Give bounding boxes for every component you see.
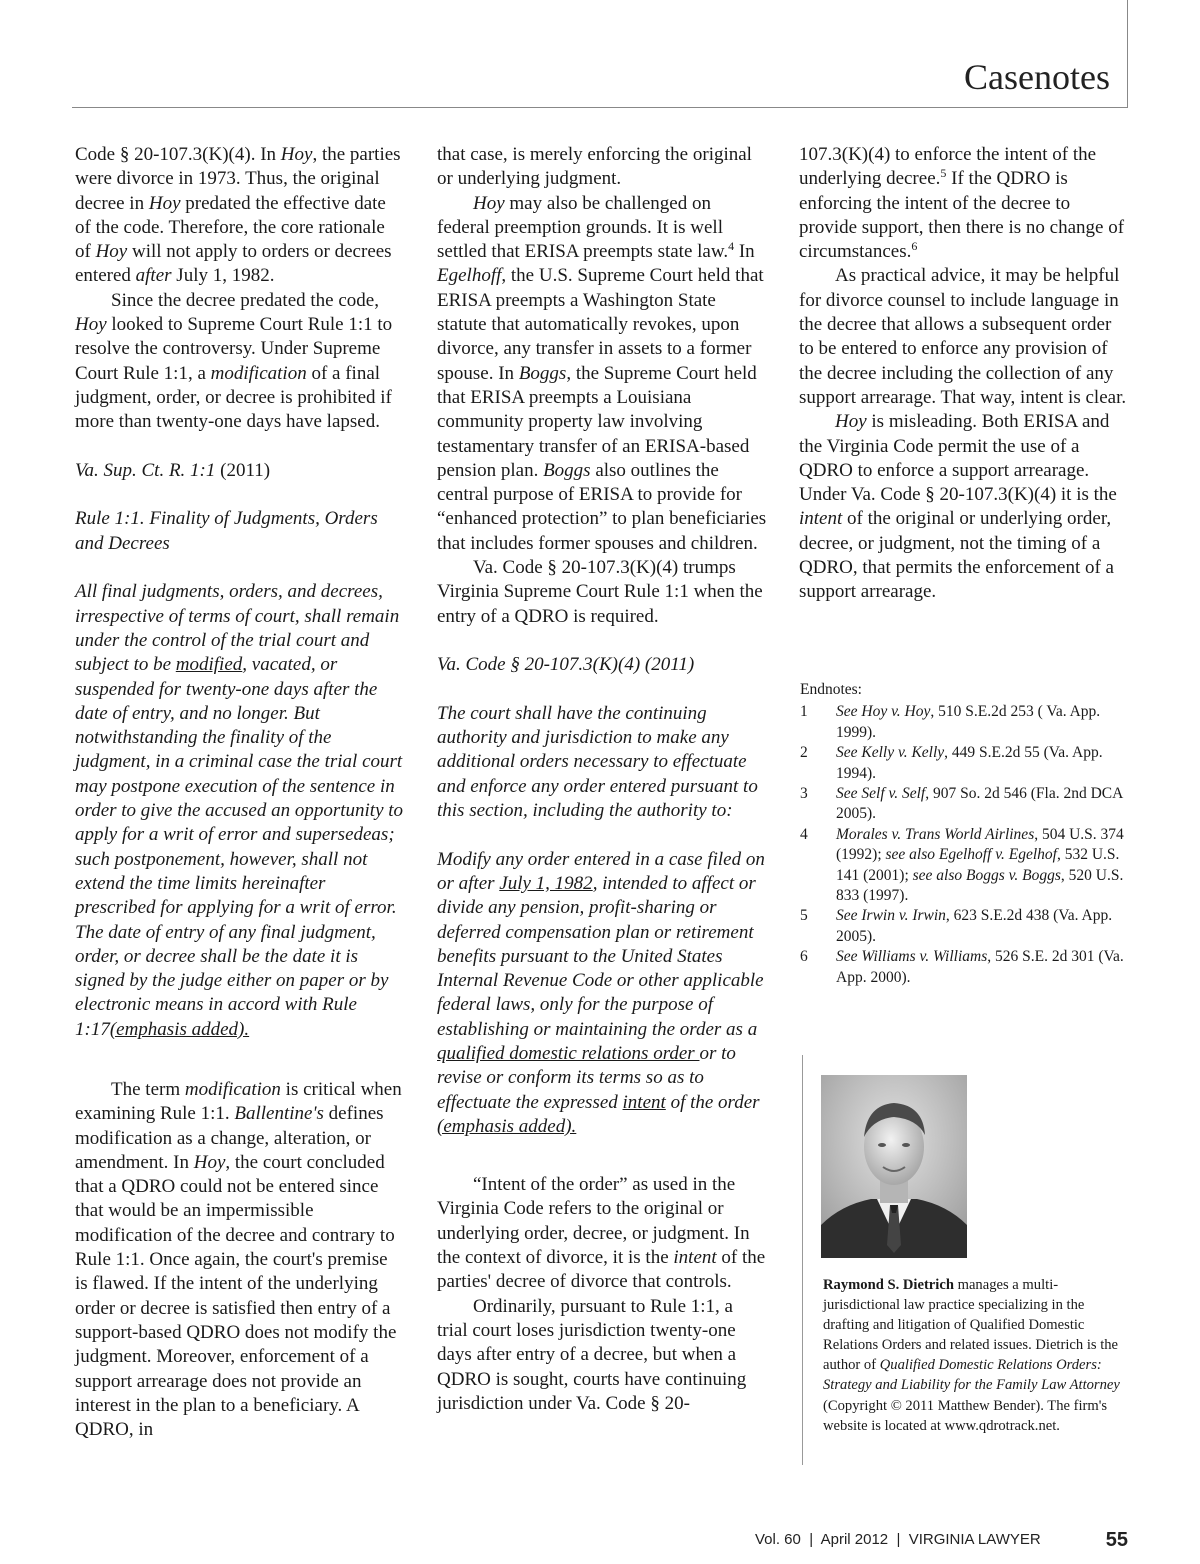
book-title: Qualified Domestic Relations Orders: Strategy and Liability for the Family Law Attorney (823, 1357, 1120, 1394)
paragraph: “Intent of the order” as used in the Virginia Code refers to the original or underlying order, decree, or judgment. In the context of divorce, it is the intent of the parties' decree of divorce that controls. (437, 1174, 766, 1293)
footer-publication: Vol. 60 | April 2012 | VIRGINIA LAWYER (755, 1531, 1041, 1548)
rule-citation: Va. Sup. Ct. R. 1:1 (2011) (75, 459, 271, 481)
header-vertical-rule (1127, 0, 1128, 108)
section-title: Casenotes (964, 57, 1110, 97)
paragraph: Since the decree predated the code, Hoy looked to Supreme Court Rule 1:1 to resolve the controversy. Under Supreme Court Rule 1:1, a modification of a final judgment, order, or decree is prohibited if more than twenty-one days have lapsed. (75, 289, 393, 433)
header-rule (72, 107, 1128, 108)
code-text: The court shall have the continuing authority and jurisdiction to make any additional orders necessary to effectuate and enforce any order entered pursuant to this section, including the authority to: (437, 702, 758, 822)
author-portrait-image (821, 1075, 967, 1258)
rule-text: All final judgments, orders, and decrees, irrespective of terms of court, shall remain under the control of the trial court and subject to be modified, vacated, or suspended for twenty-one days after the date of entry, and no longer. But notwithstanding the finality of the judgment, in a criminal case the trial court may postpone execution of the sentence in order to give the accused an opportunity to apply for a writ of error and supersedeas; such postponement, however, shall not extend the time limits hereinafter prescribed for applying for a writ of error. The date of entry of any final judgment, order, or decree shall be the date it is signed by the judge either on paper or by electronic means in accord with Rule 1:17(emphasis added). (75, 581, 404, 1040)
endnote-item: 1 See Hoy v. Hoy, 510 S.E.2d 253 ( Va. App. 1999). (800, 703, 1101, 741)
page-footer (700, 1529, 1130, 1555)
page-number: 55 (1105, 1529, 1128, 1551)
paragraph: that case, is merely enforcing the original or underlying judgment. (437, 144, 752, 190)
endnote-item: 3 See Self v. Self, 907 So. 2d 546 (Fla. 2nd DCA 2005). (800, 785, 1123, 823)
author-bio: Raymond S. Dietrich manages a multi-jurisdictional law practice specializing in the drafting and litigation of Qualified Domestic Relations Orders and related issues. Dietrich is the author of Qualified Domestic Relations Orders: Strategy and Liability for the Family Law Attorney (Copyright © 2011 Matthew Bender). The firm's website is located at www.qdrotrack.net. (823, 1277, 1120, 1434)
endnote-item: 4 Morales v. Trans World Airlines, 504 U.S. 374 (1992); see also Egelhoff v. Egelhof, 532 U.S. 141 (2001); see also Boggs v. Boggs, 520 U.S. 833 (1997). (800, 825, 1139, 905)
endnote-item: 6 See Williams v. Williams, 526 S.E. 2d 301 (Va. App. 2000). (800, 948, 1124, 986)
paragraph: Va. Code § 20-107.3(K)(4) trumps Virginia Supreme Court Rule 1:1 when the entry of a QDRO is required. (437, 557, 763, 627)
endnote-item: 2 See Kelly v. Kelly, 449 S.E.2d 55 (Va. App. 1994). (800, 744, 1103, 782)
endnotes-title: Endnotes: (800, 681, 862, 698)
author-name: Raymond S. Dietrich (823, 1277, 954, 1293)
paragraph: Hoy is misleading. Both ERISA and the Virginia Code permit the use of a QDRO to enforce a support arrearage. Under Va. Code § 20-107.3(K)(4) it is the intent of the original or underlying order, decree, or judgment, not the timing of a QDRO, that permits the enforcement of a support arrearage. (799, 411, 1117, 603)
code-citation: Va. Code § 20-107.3(K)(4) (2011) (437, 654, 695, 676)
author-photo (821, 1075, 967, 1258)
code-text: Modify any order entered in a case filed on or after July 1, 1982, intended to affect or divide any pension, profit-sharing or deferred compensation plan or retirement benefits pursuant to the United States Internal Revenue Code or other applicable federal laws, only for the purpose of establishing or maintaining the order as a qualified domestic relations order or to revise or conform its terms so as to effectuate the expressed intent of the order (emphasis added). (437, 848, 765, 1137)
paragraph: Ordinarily, pursuant to Rule 1:1, a trial court loses jurisdiction twenty-one days after entry of a decree, but when a QDRO is sought, courts have continuing jurisdiction under Va. Code § 20- (437, 1295, 747, 1414)
rule-title: Rule 1:1. Finality of Judgments, Orders and Decrees (75, 508, 378, 554)
endnotes (800, 680, 1139, 988)
column-1 (75, 143, 405, 1442)
column-3 (799, 143, 1129, 605)
column-2 (437, 143, 767, 1416)
endnote-item: 5 See Irwin v. Irwin, 623 S.E.2d 438 (Va. App. 2005). (800, 907, 1113, 945)
paragraph: Hoy may also be challenged on federal preemption grounds. It is well settled that ERISA preempts state law.$^4$ In Egelhoff, the U.S. Supreme Court held that ERISA preempts a Washington State statute that automatically revokes, upon divorce, any transfer in assets to a former spouse. In Boggs, the Supreme Court held that ERISA preempts a Louisiana community property law involving testamentary transfer of an ERISA-based pension plan. Boggs also outlines the central purpose of ERISA to provide for “enhanced protection” to plan beneficiaries that includes former spouses and children. (437, 192, 767, 554)
author-bio-box (802, 1055, 1123, 1465)
paragraph: The term modification is critical when examining Rule 1:1. Ballentine's defines modification as a change, alteration, or amendment. In Hoy, the court concluded that a QDRO could not be entered since that would be an impermissible modification of the decree and contrary to Rule 1:1. Once again, the court's premise is flawed. If the intent of the underlying order or decree is satisfied then entry of a support-based QDRO does not modify the judgment. Moreover, enforcement of a support arrearage does not provide an interest in the plan to a beneficiary. A QDRO, in (75, 1078, 402, 1441)
paragraph: 107.3(K)(4) to enforce the intent of the underlying decree.$^5$ If the QDRO is enforcing the intent of the decree to provide support, then there is no change of circumstances.$^6$ (799, 144, 1125, 263)
paragraph: As practical advice, it may be helpful for divorce counsel to include language in the decree that allows a subsequent order to be entered to enforce any provision of the decree including the collection of any support arrearage. That way, intent is clear. (799, 265, 1127, 408)
paragraph: Code § 20-107.3(K)(4). In Hoy, the parties were divorce in 1973. Thus, the original decree in Hoy predated the effective date of the code. Therefore, the core rationale of Hoy will not apply to orders or decrees entered after July 1, 1982. (75, 144, 401, 287)
